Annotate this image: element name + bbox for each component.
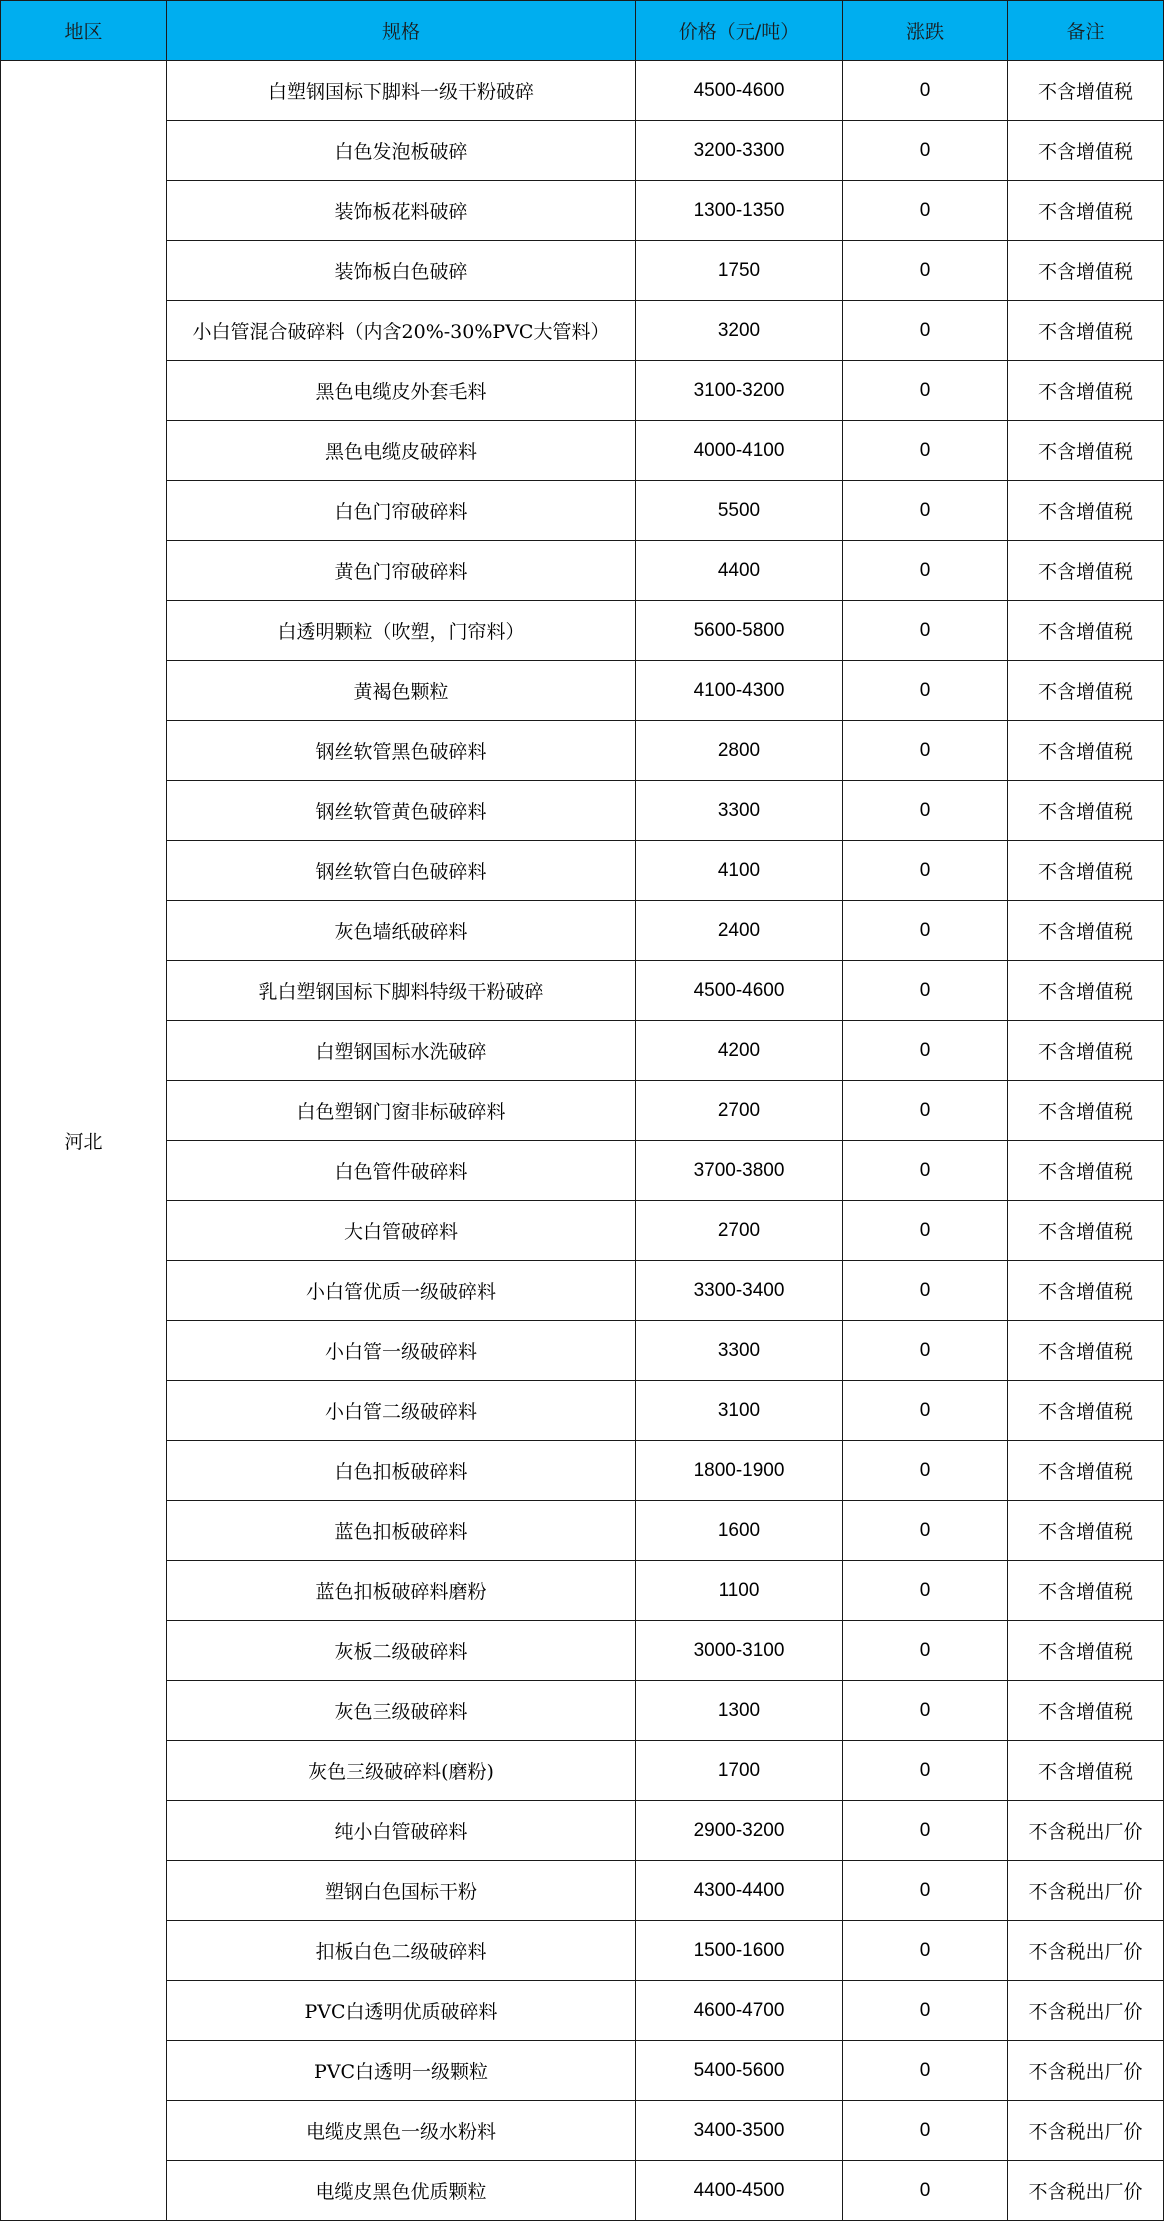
price-cell: 2700 xyxy=(636,1081,843,1141)
price-cell: 3300 xyxy=(636,1321,843,1381)
note-cell: 不含增值税 xyxy=(1008,1441,1164,1501)
change-cell: 0 xyxy=(843,181,1008,241)
change-cell: 0 xyxy=(843,1681,1008,1741)
note-cell: 不含增值税 xyxy=(1008,841,1164,901)
change-cell: 0 xyxy=(843,661,1008,721)
spec-cell: PVC白透明优质破碎料 xyxy=(167,1981,636,2041)
note-cell: 不含增值税 xyxy=(1008,781,1164,841)
spec-cell: 装饰板花料破碎 xyxy=(167,181,636,241)
table-row xyxy=(1,1621,1164,1681)
price-cell: 4100-4300 xyxy=(636,661,843,721)
spec-cell: 大白管破碎料 xyxy=(167,1201,636,1261)
price-cell: 4500-4600 xyxy=(636,61,843,121)
price-cell: 3200-3300 xyxy=(636,121,843,181)
spec-cell: 黄褐色颗粒 xyxy=(167,661,636,721)
spec-cell: 黄色门帘破碎料 xyxy=(167,541,636,601)
note-cell: 不含增值税 xyxy=(1008,1141,1164,1201)
table-row xyxy=(1,1861,1164,1921)
price-cell: 3200 xyxy=(636,301,843,361)
spec-cell: PVC白透明一级颗粒 xyxy=(167,2041,636,2101)
change-cell: 0 xyxy=(843,1801,1008,1861)
table-row xyxy=(1,1681,1164,1741)
change-cell: 0 xyxy=(843,301,1008,361)
spec-cell: 蓝色扣板破碎料 xyxy=(167,1501,636,1561)
price-cell: 4100 xyxy=(636,841,843,901)
spec-cell: 白色发泡板破碎 xyxy=(167,121,636,181)
table-row xyxy=(1,361,1164,421)
change-cell: 0 xyxy=(843,1261,1008,1321)
table-row xyxy=(1,2161,1164,2221)
spec-cell: 白色塑钢门窗非标破碎料 xyxy=(167,1081,636,1141)
spec-cell: 小白管二级破碎料 xyxy=(167,1381,636,1441)
header-spec: 规格 xyxy=(167,1,636,61)
price-cell: 4200 xyxy=(636,1021,843,1081)
spec-cell: 灰色三级破碎料(磨粉) xyxy=(167,1741,636,1801)
note-cell: 不含增值税 xyxy=(1008,241,1164,301)
change-cell: 0 xyxy=(843,1501,1008,1561)
change-cell: 0 xyxy=(843,901,1008,961)
table-row xyxy=(1,241,1164,301)
note-cell: 不含税出厂价 xyxy=(1008,2161,1164,2221)
note-cell: 不含增值税 xyxy=(1008,1621,1164,1681)
table-row xyxy=(1,2101,1164,2161)
note-cell: 不含增值税 xyxy=(1008,121,1164,181)
table-row xyxy=(1,1261,1164,1321)
price-cell: 3300-3400 xyxy=(636,1261,843,1321)
change-cell: 0 xyxy=(843,361,1008,421)
change-cell: 0 xyxy=(843,481,1008,541)
change-cell: 0 xyxy=(843,121,1008,181)
table-row xyxy=(1,1801,1164,1861)
change-cell: 0 xyxy=(843,1741,1008,1801)
change-cell: 0 xyxy=(843,1021,1008,1081)
table-row xyxy=(1,961,1164,1021)
change-cell: 0 xyxy=(843,601,1008,661)
price-cell: 2900-3200 xyxy=(636,1801,843,1861)
table-row xyxy=(1,1561,1164,1621)
change-cell: 0 xyxy=(843,781,1008,841)
spec-cell: 灰色三级破碎料 xyxy=(167,1681,636,1741)
note-cell: 不含增值税 xyxy=(1008,1021,1164,1081)
table-row xyxy=(1,1021,1164,1081)
change-cell: 0 xyxy=(843,1561,1008,1621)
spec-cell: 小白管优质一级破碎料 xyxy=(167,1261,636,1321)
change-cell: 0 xyxy=(843,1321,1008,1381)
spec-cell: 电缆皮黑色一级水粉料 xyxy=(167,2101,636,2161)
note-cell: 不含增值税 xyxy=(1008,901,1164,961)
spec-cell: 黑色电缆皮外套毛料 xyxy=(167,361,636,421)
table-row xyxy=(1,421,1164,481)
note-cell: 不含增值税 xyxy=(1008,1201,1164,1261)
table-row xyxy=(1,901,1164,961)
change-cell: 0 xyxy=(843,2101,1008,2161)
note-cell: 不含增值税 xyxy=(1008,1681,1164,1741)
price-cell: 2700 xyxy=(636,1201,843,1261)
table-row xyxy=(1,1141,1164,1201)
price-cell: 1300-1350 xyxy=(636,181,843,241)
note-cell: 不含增值税 xyxy=(1008,601,1164,661)
note-cell: 不含税出厂价 xyxy=(1008,1981,1164,2041)
table-row xyxy=(1,601,1164,661)
note-cell: 不含增值税 xyxy=(1008,1501,1164,1561)
spec-cell: 白色门帘破碎料 xyxy=(167,481,636,541)
spec-cell: 装饰板白色破碎 xyxy=(167,241,636,301)
price-cell: 4600-4700 xyxy=(636,1981,843,2041)
header-region: 地区 xyxy=(1,1,167,61)
change-cell: 0 xyxy=(843,841,1008,901)
price-cell: 3100-3200 xyxy=(636,361,843,421)
spec-cell: 塑钢白色国标干粉 xyxy=(167,1861,636,1921)
table-row xyxy=(1,1321,1164,1381)
price-cell: 5500 xyxy=(636,481,843,541)
spec-cell: 黑色电缆皮破碎料 xyxy=(167,421,636,481)
table-row xyxy=(1,181,1164,241)
table-row xyxy=(1,541,1164,601)
price-cell: 2800 xyxy=(636,721,843,781)
table-row xyxy=(1,1381,1164,1441)
header-row xyxy=(1,1,1164,61)
table-row xyxy=(1,781,1164,841)
change-cell: 0 xyxy=(843,2041,1008,2101)
note-cell: 不含税出厂价 xyxy=(1008,2101,1164,2161)
note-cell: 不含增值税 xyxy=(1008,181,1164,241)
note-cell: 不含增值税 xyxy=(1008,481,1164,541)
change-cell: 0 xyxy=(843,421,1008,481)
price-cell: 4500-4600 xyxy=(636,961,843,1021)
change-cell: 0 xyxy=(843,961,1008,1021)
table-row xyxy=(1,1921,1164,1981)
table-body xyxy=(1,61,1164,2221)
note-cell: 不含增值税 xyxy=(1008,541,1164,601)
table-row xyxy=(1,1081,1164,1141)
change-cell: 0 xyxy=(843,541,1008,601)
change-cell: 0 xyxy=(843,1921,1008,1981)
note-cell: 不含税出厂价 xyxy=(1008,1861,1164,1921)
spec-cell: 电缆皮黑色优质颗粒 xyxy=(167,2161,636,2221)
price-cell: 1100 xyxy=(636,1561,843,1621)
spec-cell: 蓝色扣板破碎料磨粉 xyxy=(167,1561,636,1621)
table-row xyxy=(1,1501,1164,1561)
table-row xyxy=(1,121,1164,181)
spec-cell: 白色管件破碎料 xyxy=(167,1141,636,1201)
price-cell: 1750 xyxy=(636,241,843,301)
price-cell: 3000-3100 xyxy=(636,1621,843,1681)
price-cell: 3700-3800 xyxy=(636,1141,843,1201)
header-change: 涨跌 xyxy=(843,1,1008,61)
price-cell: 4400 xyxy=(636,541,843,601)
price-cell: 1300 xyxy=(636,1681,843,1741)
note-cell: 不含增值税 xyxy=(1008,1321,1164,1381)
price-cell: 3300 xyxy=(636,781,843,841)
note-cell: 不含增值税 xyxy=(1008,421,1164,481)
spec-cell: 白透明颗粒（吹塑，门帘料） xyxy=(167,601,636,661)
table-row xyxy=(1,481,1164,541)
table-row xyxy=(1,1981,1164,2041)
spec-cell: 白色扣板破碎料 xyxy=(167,1441,636,1501)
note-cell: 不含增值税 xyxy=(1008,1741,1164,1801)
table-row xyxy=(1,1201,1164,1261)
spec-cell: 小白管混合破碎料（内含20%-30%PVC大管料） xyxy=(167,301,636,361)
price-cell: 2400 xyxy=(636,901,843,961)
note-cell: 不含增值税 xyxy=(1008,1261,1164,1321)
change-cell: 0 xyxy=(843,1381,1008,1441)
table-row xyxy=(1,301,1164,361)
change-cell: 0 xyxy=(843,61,1008,121)
price-cell: 1700 xyxy=(636,1741,843,1801)
spec-cell: 钢丝软管白色破碎料 xyxy=(167,841,636,901)
note-cell: 不含增值税 xyxy=(1008,661,1164,721)
price-cell: 5600-5800 xyxy=(636,601,843,661)
price-cell: 4400-4500 xyxy=(636,2161,843,2221)
price-cell: 1800-1900 xyxy=(636,1441,843,1501)
table-row xyxy=(1,661,1164,721)
change-cell: 0 xyxy=(843,1441,1008,1501)
note-cell: 不含增值税 xyxy=(1008,361,1164,421)
table-row xyxy=(1,1741,1164,1801)
note-cell: 不含增值税 xyxy=(1008,1081,1164,1141)
price-cell: 3400-3500 xyxy=(636,2101,843,2161)
spec-cell: 灰板二级破碎料 xyxy=(167,1621,636,1681)
price-cell: 3100 xyxy=(636,1381,843,1441)
change-cell: 0 xyxy=(843,1081,1008,1141)
spec-cell: 乳白塑钢国标下脚料特级干粉破碎 xyxy=(167,961,636,1021)
table-row xyxy=(1,841,1164,901)
price-cell: 1600 xyxy=(636,1501,843,1561)
note-cell: 不含税出厂价 xyxy=(1008,1921,1164,1981)
spec-cell: 扣板白色二级破碎料 xyxy=(167,1921,636,1981)
note-cell: 不含税出厂价 xyxy=(1008,1801,1164,1861)
spec-cell: 钢丝软管黑色破碎料 xyxy=(167,721,636,781)
spec-cell: 小白管一级破碎料 xyxy=(167,1321,636,1381)
change-cell: 0 xyxy=(843,1141,1008,1201)
note-cell: 不含税出厂价 xyxy=(1008,2041,1164,2101)
table-header xyxy=(1,1,1164,61)
table-row xyxy=(1,1441,1164,1501)
note-cell: 不含增值税 xyxy=(1008,61,1164,121)
change-cell: 0 xyxy=(843,241,1008,301)
spec-cell: 灰色墙纸破碎料 xyxy=(167,901,636,961)
note-cell: 不含增值税 xyxy=(1008,961,1164,1021)
note-cell: 不含增值税 xyxy=(1008,721,1164,781)
change-cell: 0 xyxy=(843,2161,1008,2221)
header-note: 备注 xyxy=(1008,1,1164,61)
change-cell: 0 xyxy=(843,1621,1008,1681)
note-cell: 不含增值税 xyxy=(1008,1381,1164,1441)
table-row xyxy=(1,61,1164,121)
price-cell: 4000-4100 xyxy=(636,421,843,481)
change-cell: 0 xyxy=(843,721,1008,781)
table-row xyxy=(1,2041,1164,2101)
spec-cell: 白塑钢国标水洗破碎 xyxy=(167,1021,636,1081)
note-cell: 不含增值税 xyxy=(1008,1561,1164,1621)
price-cell: 5400-5600 xyxy=(636,2041,843,2101)
price-cell: 1500-1600 xyxy=(636,1921,843,1981)
change-cell: 0 xyxy=(843,1981,1008,2041)
change-cell: 0 xyxy=(843,1861,1008,1921)
header-price: 价格（元/吨） xyxy=(636,1,843,61)
change-cell: 0 xyxy=(843,1201,1008,1261)
spec-cell: 钢丝软管黄色破碎料 xyxy=(167,781,636,841)
price-cell: 4300-4400 xyxy=(636,1861,843,1921)
note-cell: 不含增值税 xyxy=(1008,301,1164,361)
spec-cell: 白塑钢国标下脚料一级干粉破碎 xyxy=(167,61,636,121)
region-cell: 河北 xyxy=(1,61,167,2221)
spec-cell: 纯小白管破碎料 xyxy=(167,1801,636,1861)
table-row xyxy=(1,721,1164,781)
